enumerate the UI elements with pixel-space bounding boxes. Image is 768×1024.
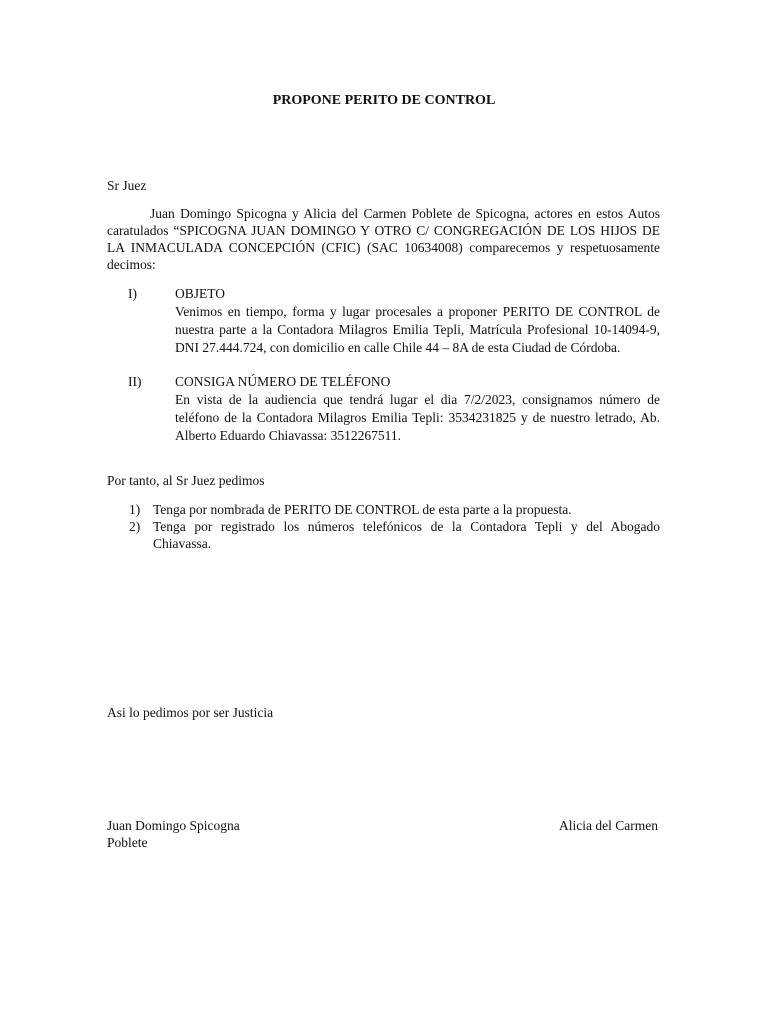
signature-continued: Poblete — [107, 835, 148, 850]
section-1-numeral: I) — [128, 286, 137, 301]
section-2-heading: CONSIGA NÚMERO DE TELÉFONO — [175, 374, 391, 389]
document-title: PROPONE PERITO DE CONTROL — [272, 93, 496, 108]
request-intro: Por tanto, al Sr Juez pedimos — [107, 473, 265, 488]
closing-phrase: Asi lo pedimos por ser Justicia — [107, 705, 274, 720]
request-1-number: 1) — [129, 502, 141, 517]
section-2-line-2: teléfono de la Contadora Milagros Emilia Tepli: 3534231825 y de nuestro letrado, Ab. — [175, 410, 660, 425]
request-1-text: Tenga por nombrada de PERITO DE CONTROL de esta parte a la propuesta. — [153, 502, 572, 517]
section-1-line-1: Venimos en tiempo, forma y lugar procesales a proponer PERITO DE CONTROL de — [175, 304, 660, 319]
salutation: Sr Juez — [107, 178, 147, 193]
intro-line-4: decimos: — [107, 257, 156, 272]
intro-line-2: caratulados “SPICOGNA JUAN DOMINGO Y OTRO C/ CONGREGACIÓN DE LOS HIJOS DE — [107, 223, 660, 238]
section-1-heading: OBJETO — [175, 286, 226, 301]
intro-line-1: Juan Domingo Spicogna y Alicia del Carmen Poblete de Spicogna, actores en estos Autos — [150, 206, 660, 221]
request-2-number: 2) — [129, 519, 141, 534]
signature-left: Juan Domingo Spicogna — [107, 818, 240, 833]
section-2-numeral: II) — [128, 374, 142, 389]
section-1-line-2: nuestra parte a la Contadora Milagros Emilia Tepli, Matrícula Profesional 10-14094-9, — [175, 322, 660, 337]
request-2-line-1: Tenga por registrado los números telefónicos de la Contadora Tepli y del Abogado — [153, 519, 660, 534]
section-2-line-3: Alberto Eduardo Chiavassa: 3512267511. — [175, 428, 401, 443]
section-1-line-3: DNI 27.444.724, con domicilio en calle Chile 44 – 8A de esta Ciudad de Córdoba. — [175, 340, 621, 355]
section-2-line-1: En vista de la audiencia que tendrá lugar el dia 7/2/2023, consignamos número de — [175, 392, 660, 407]
request-2-line-2: Chiavassa. — [153, 536, 212, 551]
signature-right: Alicia del Carmen — [559, 818, 658, 833]
intro-line-3: LA INMACULADA CONCEPCIÓN (CFIC) (SAC 10634008) comparecemos y respetuosamente — [107, 240, 660, 255]
